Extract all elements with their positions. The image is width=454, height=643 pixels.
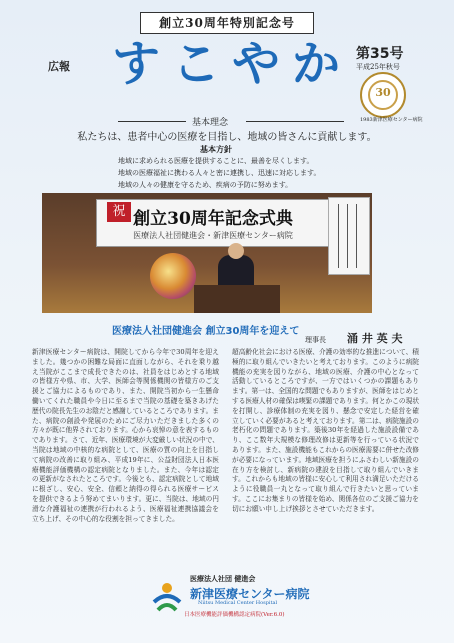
iwai-mark: 祝 <box>107 202 131 222</box>
issue-number: 第35号 <box>356 46 404 62</box>
policy-item: 地域の医療福祉に携わる人々と密に連携し、迅速に対応します。 <box>118 169 321 177</box>
heading-rule-right <box>246 121 344 122</box>
article-column-left: 新津医療センター病院は、開院してから今年で30周年を迎えました。幾つかの困難な局面に直面しながら、それを乗り越え当院がここまで成長できたのは、社員をはじめとする地域の皆様方や県、市、大学、医師会等関係機関の皆様方のご支援とご協力によるものであり、また、開院当初から一生懸命働いてくれた職員や今日に至るまで当院の基礎を築きあげた歴代の院長先生のお陰だと感謝しているところであります。また、病院の創設や発展のためにご尽力いただきました多くの方々が既に他界されております。心から哀悼の意を表するものであります。さて、近年、医療環境が大変厳しい状況の中で、当院は地域の中核的な病院として、医療の質の向上を目指して病院の改善に取り組み、平成19年に、公益財団法人日本医療機能評価機構の認定病院となりました。また、今年は認定の更新がなされたところです。今後とも、認定病院として地域に根ざし、安心、安全、信頼と納得の得られる医療サービスを提供できるよう努めてまいります。更に、当院は、地域の円滑な介護福祉の連携が行われるよう、医療福祉連携協議会を立ち上げ、その中心的な役割を担ってきました。 <box>32 348 219 523</box>
footer-english-name: Niitsu Medical Center Hospital <box>198 600 278 606</box>
philosophy-heading: 基本理念 <box>192 118 229 128</box>
issue-date: 平成25年秋号 <box>356 63 400 71</box>
ceremony-sign-subtitle: 医療法人社団健進会・新津医療センター病院 <box>133 231 293 240</box>
ceremony-sign-title: 創立30周年記念式典 <box>133 209 293 229</box>
emblem-number: 30 <box>375 86 391 99</box>
emblem-caption: 1983新津医療センター病院 <box>360 117 423 123</box>
kouhou-label: 広報 <box>48 60 70 73</box>
footer-org: 医療法人社団 健進会 <box>190 574 256 583</box>
anniversary-emblem-icon <box>360 72 406 118</box>
hospital-logo-icon <box>150 580 184 614</box>
footer-accreditation: 日本医療機能評価機構認定病院(Ver.6.0) <box>184 612 285 618</box>
side-banner <box>328 197 370 275</box>
author-role: 理事長 <box>305 336 326 344</box>
speaker-head <box>228 243 244 259</box>
article-column-right: 超高齢化社会における医療、介護の効率的な推進について、積極的に取り組んでいきたいと考えております。このように病院機能の充実を図りながら、地域の医療、介護の中心となって活動しているところですが、一方ではいくつかの課題もあります。第一は、全国的な問題でもありますが、医師をはじめとする医療人材の確保は喫緊の課題であります。何とかこの現状を打開し、診療体制の充実を図り、懸念で安定した経営を確立していく必要があると考えております。第二は、病院施設の老朽化の問題であります。築後30年を経過した施設設備であり、ここ数年大規模な修理改修は更新等を行っている状況であります。また、施設機能もこれからの医療需要に併せた改修が必要になっています。地域医療を担うにふさわしい新施設の在り方を検討し、新病院の建設を目指して取り組んでいきます。これからも地域の皆様に安心して利用され満足いただけるように役職員一丸となって取り組んで行きたいと思っています。ここにお集まりの皆様を始め、関係各位のご支援ご協力を切にお願い申し上げ挨拶とさせていただきます。 <box>232 348 419 513</box>
philosophy-statement: 私たちは、患者中心の医療を目指し、地域の皆さんに貢献します。 <box>77 132 377 143</box>
author-name: 涌 井 英 夫 <box>347 332 403 345</box>
ceremony-sign <box>96 199 330 247</box>
policy-item: 地域に求められる医療を提供することに、最善を尽くします。 <box>118 157 314 165</box>
newsletter-title: すこやか <box>112 36 353 92</box>
footer-logo-block <box>150 574 340 634</box>
article-title: 医療法人社団健進会 創立30周年を迎えて <box>112 326 300 337</box>
podium <box>194 285 280 313</box>
footer-hospital-name: 新津医療センター病院 <box>190 587 310 601</box>
flower-arrangement-icon <box>150 253 196 299</box>
special-issue-banner: 創立30周年特別記念号 <box>140 12 314 34</box>
policy-item: 地域の人々の健康を守るため、疾病の予防に努めます。 <box>118 181 293 189</box>
ceremony-photo <box>42 193 372 313</box>
heading-rule-left <box>118 121 186 122</box>
policy-heading: 基本方針 <box>200 144 232 154</box>
